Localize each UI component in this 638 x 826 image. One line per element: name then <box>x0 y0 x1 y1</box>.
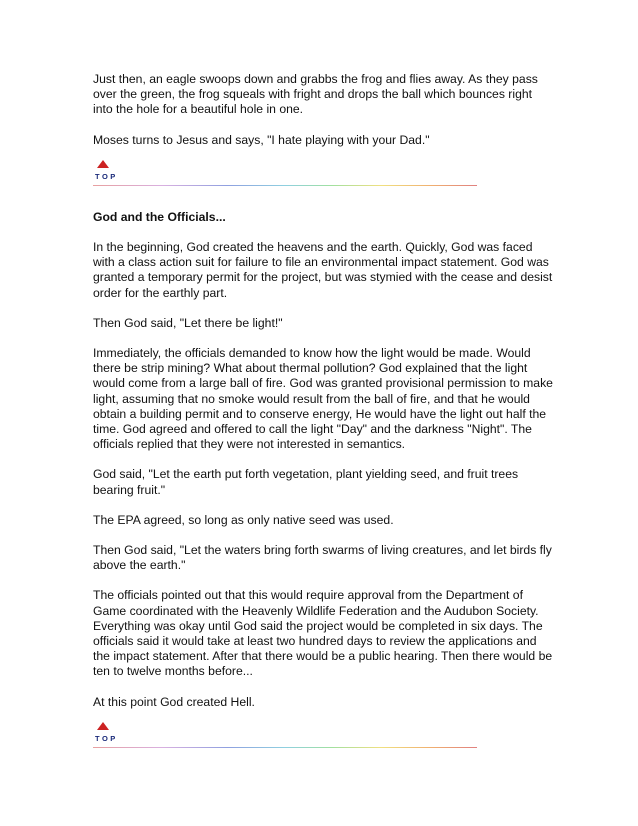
rainbow-divider <box>93 747 477 748</box>
top-link[interactable] <box>93 721 119 745</box>
rainbow-divider <box>93 185 477 186</box>
top-link[interactable] <box>93 159 119 183</box>
paragraph: Then God said, "Let there be light!" <box>93 315 283 330</box>
top-label: TOP <box>95 171 118 181</box>
paragraph: In the beginning, God created the heavens and the earth. Quickly, God was faced with a class action suit for failure to file an environmental impact statement. God was granted a temporary permit for the project, but was stymied with the cease and desist order for the earthly part. <box>93 240 553 300</box>
document-content <box>93 72 553 772</box>
paragraph: Just then, an eagle swoops down and grabbs the frog and flies away. As they pass over the green, the frog squeals with fright and drops the ball which bounces right into the hole for a beautiful hole in one. <box>93 72 538 117</box>
paragraph: Immediately, the officials demanded to know how the light would be made. Would there be strip mining? What about thermal pollution? God explained that the light would come from a large ball of fire. God was granted provisional permission to make light, assuming that no smoke would result from the ball of fire, and that he would obtain a building permit and to conserve energy, He would have the light out half the time. God agreed and offered to call the light "Day" and the darkness "Night". The officials replied that they were not interested in semantics. <box>93 346 553 452</box>
top-label: TOP <box>95 733 118 743</box>
top-arrow-icon <box>93 721 119 745</box>
paragraph: God said, "Let the earth put forth vegetation, plant yielding seed, and fruit trees bearing fruit." <box>93 467 519 497</box>
top-arrow-icon <box>93 159 119 183</box>
paragraph: The EPA agreed, so long as only native seed was used. <box>93 512 394 527</box>
paragraph: Then God said, "Let the waters bring forth swarms of living creatures, and let birds fly above the earth." <box>93 543 552 573</box>
section-title: God and the Officials... <box>93 209 226 224</box>
paragraph: The officials pointed out that this would require approval from the Department of Game coordinated with the Heavenly Wildlife Federation and the Audubon Society. Everything was okay until God said the project would be completed in six days. The officials said it would take at least two hundred days to review the applications and the impact statement. After that there would be a public hearing. Then there would be ten to twelve months before... <box>93 588 553 679</box>
paragraph: At this point God created Hell. <box>93 694 255 709</box>
paragraph: Moses turns to Jesus and says, "I hate playing with your Dad." <box>93 132 430 147</box>
